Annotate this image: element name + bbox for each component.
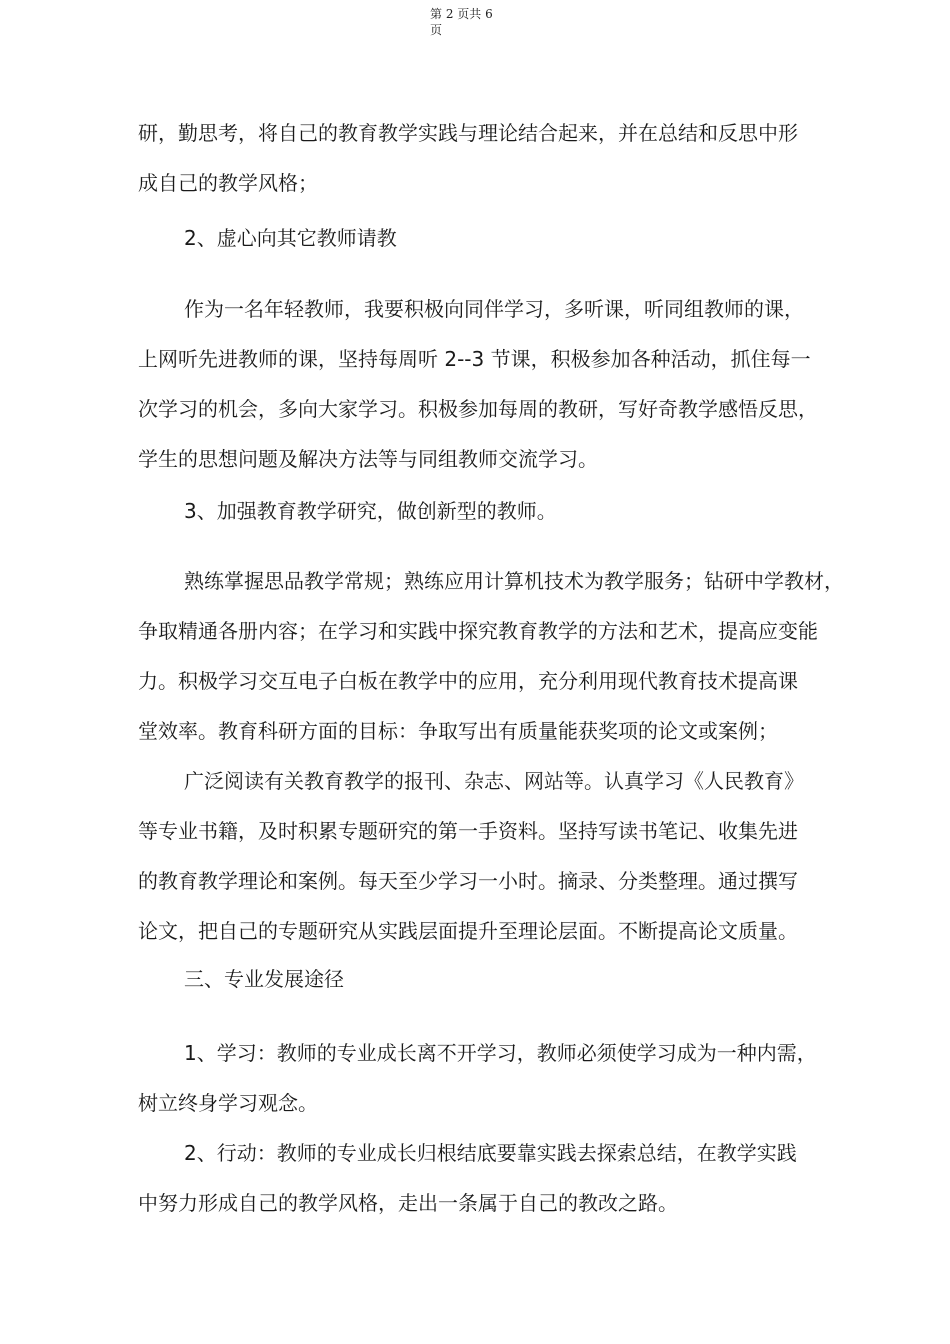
body-text-line: 次学习的机会，多向大家学习。积极参加每周的教研，写好奇教学感悟反思，: [138, 397, 818, 421]
page-number-line-2: 页: [430, 23, 443, 37]
body-text-line: 力。积极学习交互电子白板在教学中的应用，充分利用现代教育技术提高课: [138, 669, 798, 693]
body-text-line: 作为一名年轻教师，我要积极向同伴学习，多听课，听同组教师的课，: [184, 297, 804, 321]
body-text-line: 等专业书籍，及时积累专题研究的第一手资料。坚持写读书笔记、收集先进: [138, 819, 798, 843]
body-text-line: 树立终身学习观念。: [138, 1091, 318, 1115]
body-text-line: 论文，把自己的专题研究从实践层面提升至理论层面。不断提高论文质量。: [138, 919, 798, 943]
body-text-line: 争取精通各册内容；在学习和实践中探究教育教学的方法和艺术，提高应变能: [138, 619, 818, 643]
body-text-line: 成自己的教学风格；: [138, 171, 318, 195]
page-number-line-1: 第 2 页共 6: [430, 7, 493, 21]
body-text-line: 广泛阅读有关教育教学的报刊、杂志、网站等。认真学习《人民教育》: [184, 769, 804, 793]
page-number-header: [430, 6, 520, 38]
section-heading: 3、加强教育教学研究，做创新型的教师。: [184, 499, 557, 523]
body-text-line: 学生的思想问题及解决方法等与同组教师交流学习。: [138, 447, 598, 471]
body-text-line: 熟练掌握思品教学常规；熟练应用计算机技术为教学服务；钻研中学教材，: [184, 569, 844, 593]
body-text-line: 上网听先进教师的课，坚持每周听 2--3 节课，积极参加各种活动，抓住每一: [138, 347, 811, 371]
body-text-line: 2、行动：教师的专业成长归根结底要靠实践去探索总结，在教学实践: [184, 1141, 797, 1165]
body-text-line: 堂效率。教育科研方面的目标：争取写出有质量能获奖项的论文或案例；: [138, 719, 778, 743]
body-text-line: 1、学习：教师的专业成长离不开学习，教师必须使学习成为一种内需，: [184, 1041, 817, 1065]
body-text-line: 的教育教学理论和案例。每天至少学习一小时。摘录、分类整理。通过撰写: [138, 869, 798, 893]
section-heading: 2、虚心向其它教师请教: [184, 226, 397, 250]
body-text-line: 研，勤思考，将自己的教育教学实践与理论结合起来，并在总结和反思中形: [138, 121, 798, 145]
section-heading: 三、专业发展途径: [184, 967, 344, 991]
body-text-line: 中努力形成自己的教学风格，走出一条属于自己的教改之路。: [138, 1191, 678, 1215]
